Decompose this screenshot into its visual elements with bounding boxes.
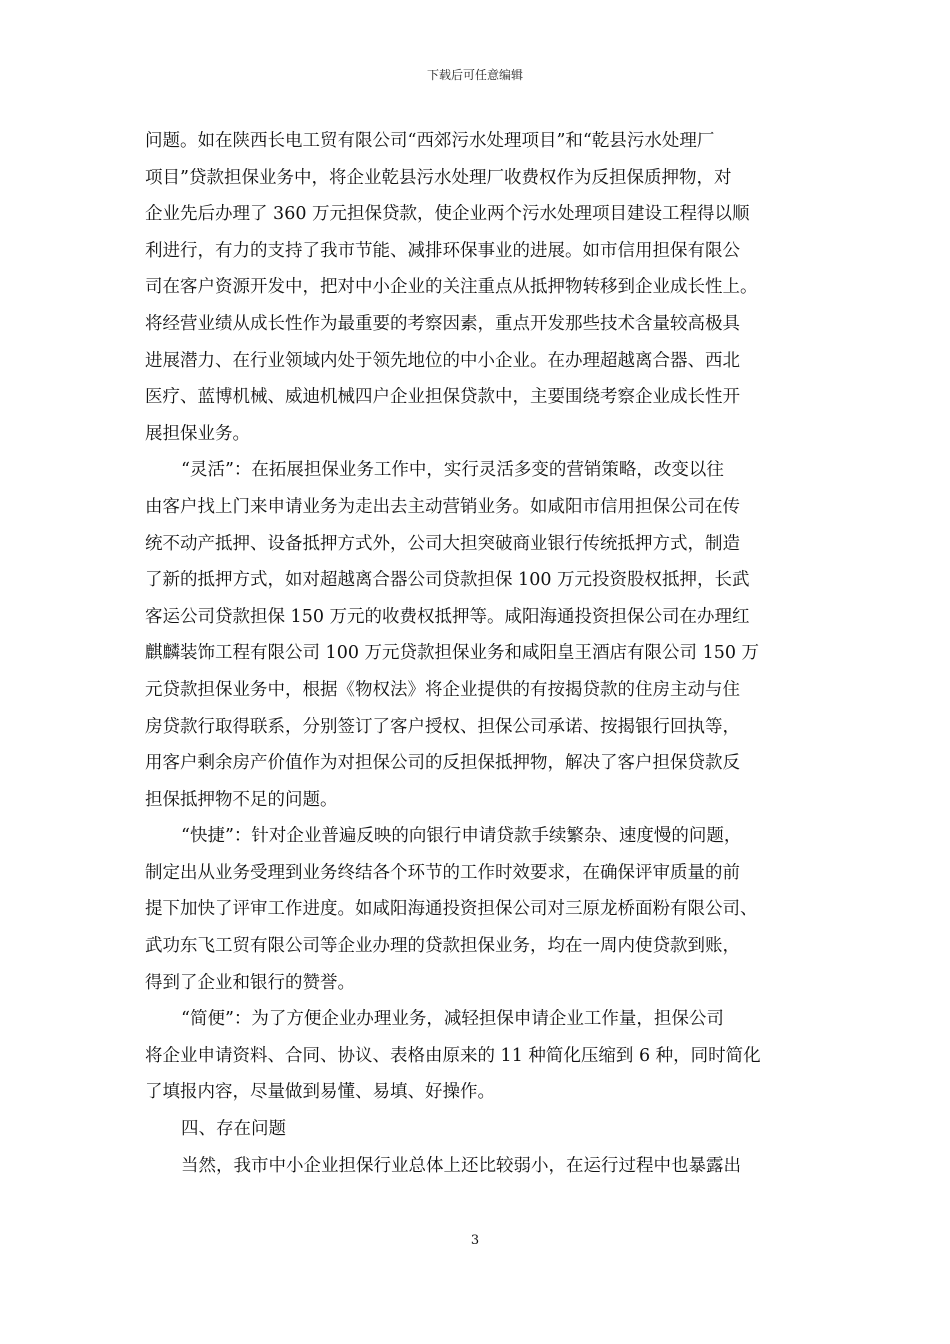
text-line: 了新的抵押方式，如对超越离合器公司贷款担保 100 万元投资股权抵押，长武 [145, 570, 750, 591]
text-line: 统不动产抵押、设备抵押方式外，公司大担突破商业银行传统抵押方式，制造 [145, 533, 740, 554]
text-line: 将企业申请资料、合同、协议、表格由原来的 11 种简化压缩到 6 种，同时简化 [145, 1045, 761, 1066]
text-line: 将经营业绩从成长性作为最重要的考察因素，重点开发那些技术含量较高极具 [145, 313, 740, 334]
text-line: 项目”贷款担保业务中，将企业乾县污水处理厂收费权作为反担保质押物，对 [145, 167, 732, 188]
text-line: 麒麟装饰工程有限公司 100 万元贷款担保业务和咸阳皇王酒店有限公司 150 万 [145, 643, 760, 664]
paragraph [145, 1111, 825, 1148]
text-line: 问题。如在陕西长电工贸有限公司“西郊污水处理项目”和“乾县污水处理厂 [145, 131, 715, 151]
text-line: 进展潜力、在行业领域内处于领先地位的中小企业。在办理超越离合器、西北 [145, 350, 740, 371]
text-line: 四、存在问题 [181, 1119, 286, 1140]
text-line: 司在客户资源开发中，把对中小企业的关注重点从抵押物转移到企业成长性上。 [145, 277, 758, 298]
text-line: 当然，我市中小企业担保行业总体上还比较弱小，在运行过程中也暴露出 [181, 1155, 741, 1176]
page-header: 下载后可任意编辑 [426, 68, 523, 82]
text-line: 医疗、蓝博机械、威迪机械四户企业担保贷款中，主要围绕考察企业成长性开 [145, 387, 740, 408]
text-line: 展担保业务。 [145, 423, 250, 444]
document-body [145, 123, 825, 1184]
text-line: 由客户找上门来申请业务为走出去主动营销业务。如咸阳市信用担保公司在传 [145, 496, 740, 517]
paragraph [145, 818, 825, 1001]
text-line: 制定出从业务受理到业务终结各个环节的工作时效要求，在确保评审质量的前 [145, 862, 740, 883]
text-line: 利进行，有力的支持了我市节能、减排环保事业的进展。如市信用担保有限公 [145, 240, 740, 261]
text-line: 用客户剩余房产价值作为对担保公司的反担保抵押物，解决了客户担保贷款反 [145, 753, 740, 774]
text-line: 客运公司贷款担保 150 万元的收费权抵押等。咸阳海通投资担保公司在办理红 [145, 606, 750, 627]
text-line: 提下加快了评审工作进度。如咸阳海通投资担保公司对三原龙桥面粉有限公司、 [145, 899, 758, 920]
text-line: 担保抵押物不足的问题。 [145, 789, 338, 810]
text-line: 了填报内容，尽量做到易懂、易填、好操作。 [145, 1082, 495, 1103]
text-line: 武功东飞工贸有限公司等企业办理的贷款担保业务，均在一周内使贷款到账， [145, 936, 740, 957]
text-line: “简便”：为了方便企业办理业务，减轻担保申请企业工作量，担保公司 [181, 1009, 724, 1030]
text-line: 企业先后办理了 360 万元担保贷款，使企业两个污水处理项目建设工程得以顺 [145, 204, 750, 225]
paragraph [145, 1148, 825, 1185]
text-line: 得到了企业和银行的赞誉。 [145, 972, 355, 993]
text-line: 元贷款担保业务中，根据《物权法》将企业提供的有按揭贷款的住房主动与住 [145, 679, 740, 700]
paragraph [145, 1001, 825, 1111]
text-line: “灵活”：在拓展担保业务工作中，实行灵活多变的营销策略，改变以往 [181, 460, 724, 481]
text-line: “快捷”：针对企业普遍反映的向银行申请贷款手续繁杂、速度慢的问题， [181, 826, 742, 847]
paragraph [145, 123, 825, 452]
paragraph [145, 452, 825, 818]
page-number: 3 [470, 1233, 480, 1248]
text-line: 房贷款行取得联系，分别签订了客户授权、担保公司承诺、按揭银行回执等， [145, 716, 740, 737]
